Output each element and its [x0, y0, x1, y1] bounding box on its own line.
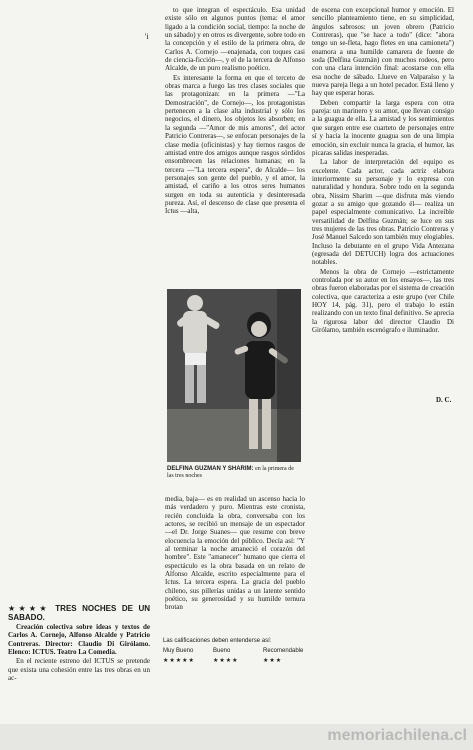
margin-mark: 'i — [145, 32, 149, 41]
production-photo — [167, 289, 301, 462]
star-rating: ★★★★ — [213, 658, 239, 664]
paragraph: to que integran el espectáculo. Esa unidad existe sólo en algunos puntos (tema: el amor ligado a la condición social, tiempo: la noche de un sábado) y en otros es divergente, sobre todo en la concepción y el estilo de la primera obra, de Carlos A. Cornejo —enajenada, con toques casi de ciencia-ficción—, y el de la tercera de Alfonso Alcalde, de un puro realismo poético. — [165, 6, 305, 73]
caption-text: en la primera de las tres noches — [167, 466, 294, 479]
rating-heading: Las calificaciones deben entenderse así: — [163, 638, 272, 644]
caption-names: DELFINA GUZMAN Y SHARIM: — [167, 466, 254, 472]
photo-dark-corner — [277, 289, 301, 462]
rating-label: Bueno — [213, 648, 231, 654]
review-credits: Creación colectiva sobre ideas y textos de Carlos A. Cornejo, Alfonso Alcalde y Patricio Contreras. Director: Claudio Di Girólamo. Elenco: ICTUS. Teatro La Comedia. — [8, 623, 150, 657]
paragraph: media, baja— es en realidad un ascenso hacia lo más verdadero y puro. Mientras este cronista, recién concluida la obra, conversaba con los actores, se recibió un mensaje de un espectador —el Dr. Jorge Suanes— que resume con breve elocuencia la emoción del público. Decía así: "Y al terminar la noche amaneció el corazón del hombre". Este "amanecer" humano que cierra el espectáculo es la obra basada en un relato de Alfonso Alcalde, escrito especialmente para el Ictus. La tercera espera. La gracia del pueblo chileno, sus pillerías unidas a un latente sentido poético, su generosidad y su humilde ternura brotan — [165, 495, 305, 612]
paragraph: de escena con excepcional humor y emoción. El sencillo planteamiento tiene, en su simplicidad, ángulos sabrosos: un joven obrero (Patricio Contreras), que "se hace a todo" (dice: "ahora tengo un se-fleta, hago fletes en una camioneta") enamora a una humilde camarera de fuente de soda (Delfina Guzmán) con muchos rodeos, pero con una clara intención final: acostarse con ella esa noche de sábado. Llueve en Valparaíso y la nueva pareja llega a un hotel pecador. Está lleno y hay que esperar horas. — [312, 6, 454, 98]
rating-stars — [163, 657, 313, 664]
paragraph: Menos la obra de Cornejo —estrictamente controlada por su autor en los ensayos—, las tres obras fueron elaboradas por el sistema de creación colectiva, que caracteriza a este grupo (ver Chile HOY 14, pág. 31), pero el trabajo lo están realizando con un texto final definitivo. Se aprecia la rigurosa labor del director Claudio Di Girólamo, también escenógrafo e iluminador. — [312, 267, 454, 335]
rating-label: Recomendable — [263, 648, 304, 654]
rating-legend — [163, 638, 313, 664]
article-column-bottom — [165, 495, 305, 612]
rating-labels — [163, 648, 313, 654]
review-sidebar — [8, 604, 150, 682]
article-column-right — [312, 6, 454, 334]
article-column-left — [165, 6, 305, 216]
photo-figures — [167, 289, 301, 462]
rating-label: Muy Bueno — [163, 648, 194, 654]
photo-caption — [167, 466, 301, 480]
star-rating: ★★★★★ — [163, 658, 195, 664]
author-signature: D. C. — [436, 396, 452, 404]
paragraph: Es interesante la forma en que el terceto de obras marca a fuego las tres clases sociales que las protagonizan: en la primera —"La Demostración", de Cornejo—, los protagonistas pertenecen a la clase alta industrial y sólo los negocios, el dinero, los objetos les absorben; en la segunda —"Amor de mis amores", del actor Patricio Contreras—, se enfocan personajes de la clase media (oficinistas) y hay tiernos rasgos de amistad entre dos amigos aunque rasgos sórdidos ensombrecen las relaciones humanas; en la tercera —"La tercera espera", de Alcalde— los personajes son gente del pueblo, y el amor, la amistad, el cariño a los otros seres humanos surgen en toda su autenticia y desinteresada pureza. Así, el descenso de clase que presenta el Ictus —alta, — [165, 73, 305, 216]
star-rating: ★★★ — [263, 658, 283, 664]
review-title: ★★★★ TRES NOCHES DE UN SABADO. — [8, 604, 150, 622]
site-watermark: memoriachilena.cl — [327, 727, 467, 744]
review-body: En el reciente estreno del ICTUS se pretende que exista una cohesión entre las tres obras en un ac- — [8, 657, 150, 683]
paragraph: Deben compartir la larga espera con otra pareja: un marinero y su amor, que llevan consigo a la guagua de ella. La amistad y los sentimientos que surgen entre ese cuarteto de personajes entre sí y hacia la inocente guagua son de una limpia emoción, sin excluir nunca la gracia, el humor, las picaras salidas inesperadas. — [312, 98, 454, 157]
paragraph: La labor de interpretación del equipo es excelente. Cada actor, cada actriz elabora interiormente su personaje y lo expresa con naturalidad y hondura. Sobre todo en la segunda obra, Nissim Sharim —que disfruta más viendo gozar a su amigo que gozando él— realiza un papel especialmente comunicativo. La increíble versatilidad de Delfina Guzmán; se luce en sus tres mujeres de las tres obras. Patricio Contreras y José Manuel Salcedo son también muy elogiables. Incluso la debutante en el grupo Vida Antezana (egresada del DETUCH) logra dos actuaciones notables. — [312, 158, 454, 267]
